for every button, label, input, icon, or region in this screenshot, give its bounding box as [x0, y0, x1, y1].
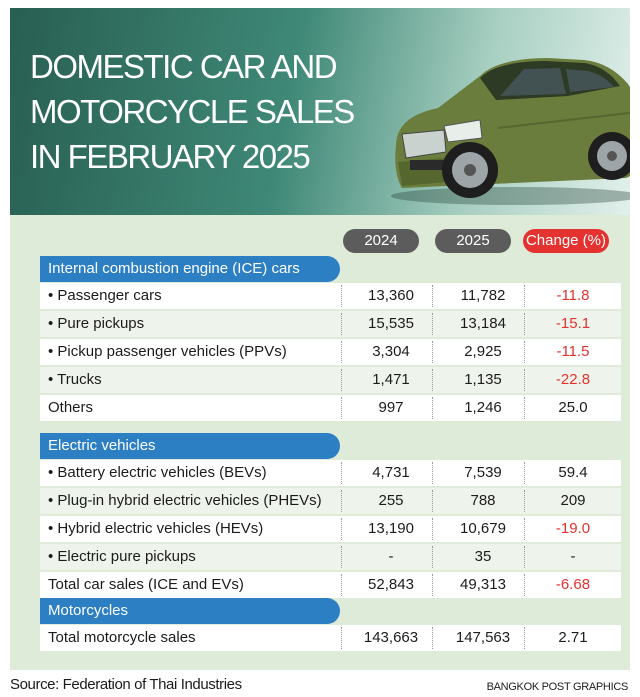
value-2025: 1,135 — [464, 371, 502, 388]
value-2025: 49,313 — [460, 576, 506, 593]
table-row — [40, 572, 621, 598]
title-line-3: IN FEBRUARY 2025 — [30, 138, 310, 175]
row-label: • Passenger cars — [48, 287, 162, 304]
column-divider — [432, 518, 433, 540]
value-2025: 788 — [470, 492, 496, 509]
section-header: Motorcycles — [40, 598, 340, 624]
column-divider — [524, 285, 525, 307]
table-row — [40, 395, 621, 421]
value-2024: 15,535 — [368, 315, 414, 332]
graphics-credit: BANGKOK POST GRAPHICS — [486, 681, 628, 693]
value-2025: 2,925 — [464, 343, 502, 360]
column-divider — [432, 627, 433, 649]
column-divider — [524, 341, 525, 363]
column-header-2024: 2024 — [343, 229, 419, 253]
value-2024: 1,471 — [372, 371, 410, 388]
column-header-change: Change (%) — [523, 229, 609, 253]
column-divider — [341, 285, 342, 307]
value-change: 209 — [560, 492, 586, 509]
column-divider — [341, 490, 342, 512]
value-change: -11.5 — [556, 343, 590, 360]
table-row — [40, 367, 621, 393]
table-row — [40, 460, 621, 486]
car-illustration — [388, 38, 630, 206]
column-divider — [341, 627, 342, 649]
row-label: Others — [48, 399, 94, 416]
column-divider — [524, 490, 525, 512]
value-2024: 13,190 — [368, 520, 414, 537]
column-divider — [524, 574, 525, 596]
value-2024: 52,843 — [368, 576, 414, 593]
infographic-card — [10, 8, 630, 670]
value-2025: 13,184 — [460, 315, 506, 332]
header-banner — [10, 8, 630, 215]
row-label: • Hybrid electric vehicles (HEVs) — [48, 520, 264, 537]
value-2025: 147,563 — [455, 629, 511, 646]
value-2025: 35 — [474, 548, 492, 565]
row-label: • Plug-in hybrid electric vehicles (PHEVs) — [48, 492, 322, 509]
value-2024: 3,304 — [372, 343, 410, 360]
row-label: • Battery electric vehicles (BEVs) — [48, 464, 267, 481]
value-2025: 7,539 — [464, 464, 502, 481]
column-divider — [341, 518, 342, 540]
column-divider — [524, 369, 525, 391]
table-row — [40, 516, 621, 542]
column-divider — [432, 369, 433, 391]
value-change: - — [570, 548, 576, 565]
table-row — [40, 311, 621, 337]
value-2024: 4,731 — [372, 464, 410, 481]
value-2025: 10,679 — [460, 520, 506, 537]
column-divider — [432, 397, 433, 419]
value-change: 2.71 — [558, 629, 588, 646]
row-label: Total car sales (ICE and EVs) — [48, 576, 244, 593]
value-2024: 13,360 — [368, 287, 414, 304]
section-header: Internal combustion engine (ICE) cars — [40, 256, 340, 282]
column-divider — [524, 462, 525, 484]
column-divider — [524, 546, 525, 568]
value-2025: 1,246 — [464, 399, 502, 416]
column-divider — [432, 462, 433, 484]
source-note: Source: Federation of Thai Industries — [10, 676, 242, 693]
table-row — [40, 544, 621, 570]
value-change: -22.8 — [555, 371, 591, 388]
value-2024: 997 — [378, 399, 404, 416]
table-row — [40, 488, 621, 514]
column-divider — [432, 313, 433, 335]
column-divider — [432, 546, 433, 568]
value-change: -11.8 — [556, 287, 590, 304]
column-header-2025: 2025 — [435, 229, 511, 253]
table-row — [40, 339, 621, 365]
column-divider — [341, 313, 342, 335]
row-label: • Pickup passenger vehicles (PPVs) — [48, 343, 287, 360]
table-row — [40, 283, 621, 309]
value-change: -15.1 — [555, 315, 591, 332]
column-divider — [432, 285, 433, 307]
column-divider — [341, 462, 342, 484]
row-label: Total motorcycle sales — [48, 629, 196, 646]
title-line-2: MOTORCYCLE SALES — [30, 93, 354, 130]
column-divider — [341, 369, 342, 391]
column-divider — [524, 313, 525, 335]
column-divider — [341, 397, 342, 419]
row-label: • Trucks — [48, 371, 102, 388]
value-2025: 11,782 — [460, 287, 506, 304]
column-divider — [432, 574, 433, 596]
row-label: • Pure pickups — [48, 315, 145, 332]
column-divider — [341, 574, 342, 596]
value-2024: 143,663 — [363, 629, 419, 646]
value-change: -19.0 — [555, 520, 591, 537]
value-2024: - — [388, 548, 394, 565]
column-divider — [432, 341, 433, 363]
column-divider — [524, 518, 525, 540]
column-divider — [524, 397, 525, 419]
value-2024: 255 — [378, 492, 404, 509]
value-change: -6.68 — [555, 576, 591, 593]
value-change: 25.0 — [558, 399, 588, 416]
value-change: 59.4 — [558, 464, 588, 481]
column-divider — [524, 627, 525, 649]
section-header: Electric vehicles — [40, 433, 340, 459]
table-row — [40, 625, 621, 651]
row-label: • Electric pure pickups — [48, 548, 196, 565]
column-divider — [341, 546, 342, 568]
column-divider — [432, 490, 433, 512]
title-line-1: DOMESTIC CAR AND — [30, 48, 337, 85]
column-divider — [341, 341, 342, 363]
